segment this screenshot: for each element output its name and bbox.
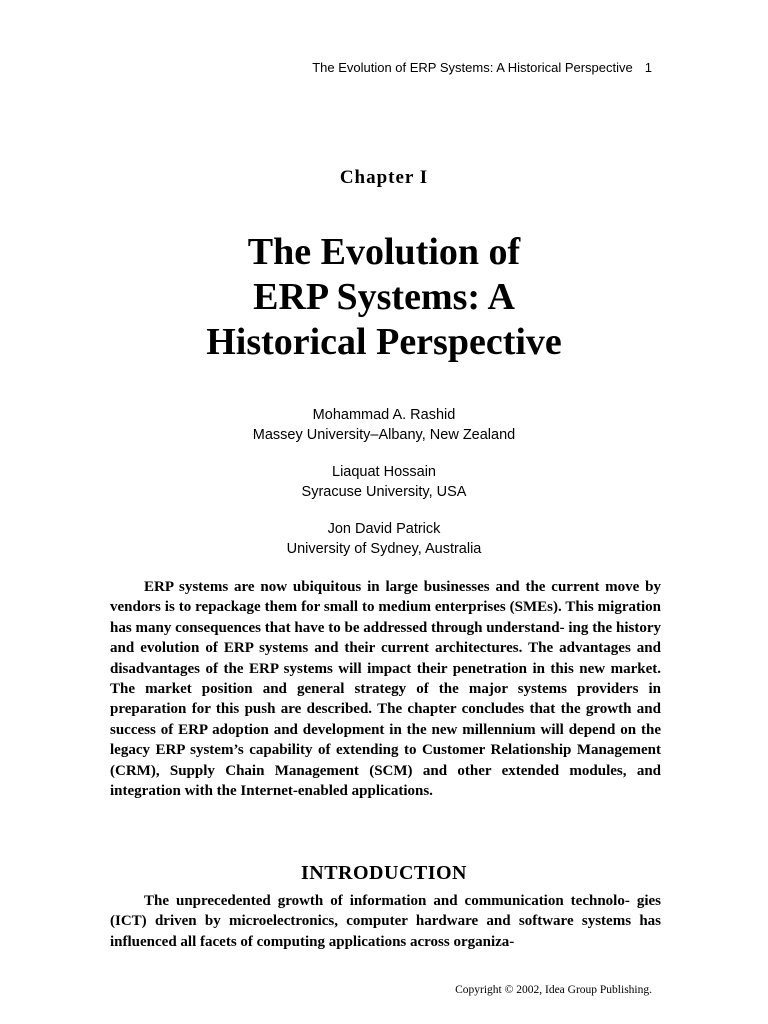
running-head <box>270 60 652 75</box>
running-head-title: The Evolution of ERP Systems: A Historical Perspective <box>312 60 633 75</box>
author-name: Liaquat Hossain <box>332 464 436 480</box>
author-affiliation: University of Sydney, Australia <box>286 541 482 557</box>
copyright-notice: Copyright © 2002, Idea Group Publishing. <box>455 984 652 996</box>
chapter-label: Chapter I <box>339 167 429 188</box>
abstract-paragraph: ERP systems are now ubiquitous in large businesses and the current move by vendors is to repackage them for small to medium enterprises (SMEs). This migration has many consequences that have to be addressed through understand- ing the history and evolution of ERP systems and their current architectures. The advantages and disadvantages of the ERP systems will impact their penetration in this new market. The market position and general strategy of the major systems providers in preparation for this push are described. The chapter concludes that the growth and success of ERP adoption and development in the new millennium will depend on the legacy ERP system’s capability of extending to Customer Relationship Management (CRM), Supply Chain Management (SCM) and other extended modules, and integration with the Internet-enabled applications. <box>110 579 661 800</box>
author-block <box>0 462 768 502</box>
page-number: 1 <box>644 60 652 75</box>
chapter-title-line-1: The Evolution of <box>247 231 521 273</box>
chapter-title-line-2: ERP Systems: A <box>253 276 515 318</box>
author-block <box>0 519 768 559</box>
author-name: Mohammad A. Rashid <box>312 407 456 423</box>
chapter-title <box>100 230 668 365</box>
author-list <box>0 405 768 576</box>
author-affiliation: Massey University–Albany, New Zealand <box>252 427 516 443</box>
author-affiliation: Syracuse University, USA <box>301 484 467 500</box>
author-block <box>0 405 768 445</box>
intro-paragraph: The unprecedented growth of information and communication technolo- gies (ICT) driven by microelectronics, computer hardware and software systems has influenced all facets of computing applications across organiza- <box>110 893 661 950</box>
chapter-title-line-3: Historical Perspective <box>206 321 562 363</box>
section-heading: INTRODUCTION <box>300 862 468 884</box>
author-name: Jon David Patrick <box>327 521 441 537</box>
